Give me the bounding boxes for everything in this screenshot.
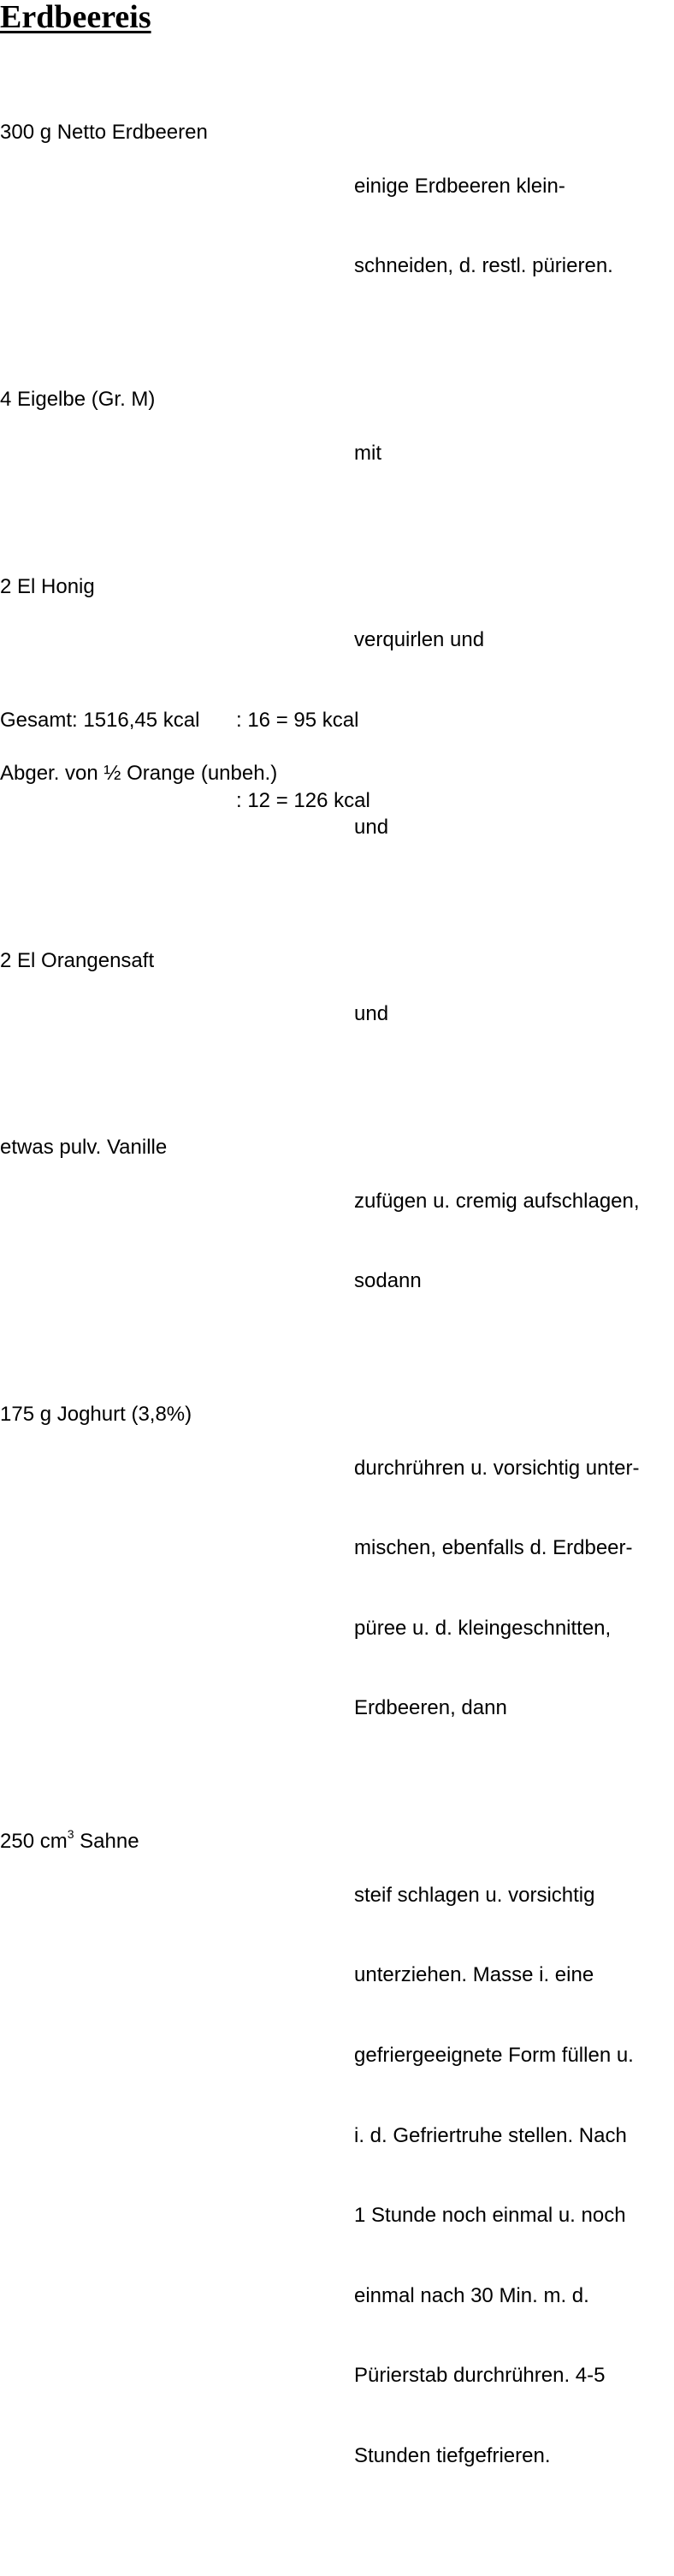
instruction-text — [354, 947, 674, 1081]
instruction-line: schneiden, d. restl. pürieren. — [354, 254, 613, 278]
instruction-text — [354, 1828, 674, 2522]
recipe-row — [0, 1828, 674, 2522]
instruction-line: und — [354, 815, 389, 839]
instruction-text — [354, 119, 674, 333]
instruction-line: sodann — [354, 1269, 422, 1293]
instruction-text — [354, 1401, 674, 1775]
instruction-line: gefriergeeignete Form füllen u. — [354, 2044, 634, 2068]
recipe-table — [0, 66, 674, 2576]
instruction-line: 1 Stunde noch einmal u. noch — [354, 2204, 626, 2228]
instruction-line: unterziehen. Masse i. eine — [354, 1963, 594, 1987]
recipe-title: Erdbeereis — [0, 0, 151, 35]
instruction-line: zufügen u. cremig aufschlagen, — [354, 1189, 640, 1213]
ingredient-label: Abger. von ½ Orange (unbeh.) — [0, 762, 278, 786]
portion-kcal-line: : 12 = 126 kcal — [236, 789, 370, 813]
instruction-line: püree u. d. kleingeschnitten, — [354, 1616, 612, 1640]
instruction-line: Stunden tiefgefrieren. — [354, 2444, 551, 2468]
instruction-line: i. d. Gefriertruhe stellen. Nach — [354, 2123, 627, 2147]
instruction-line: mit — [354, 441, 381, 465]
ingredient-label: 300 g Netto Erdbeeren — [0, 121, 208, 145]
recipe-row — [0, 386, 674, 519]
ingredient-name: Sahne — [74, 1830, 139, 1854]
total-kcal-label: Gesamt: 1516,45 kcal — [0, 709, 200, 733]
ingredient-label — [0, 1828, 354, 2522]
instruction-line: durchrühren u. vorsichtig unter- — [354, 1456, 640, 1480]
totals-row — [0, 787, 674, 814]
portion-kcal-line: : 16 = 95 kcal — [236, 709, 359, 733]
instruction-line: Erdbeeren, dann — [354, 1696, 507, 1720]
instruction-line: Pürierstab durchrühren. 4-5 — [354, 2364, 606, 2388]
instruction-line: und — [354, 1002, 389, 1026]
calorie-totals — [0, 654, 674, 868]
recipe-row — [0, 947, 674, 1081]
instruction-line: mischen, ebenfalls d. Erdbeer- — [354, 1536, 633, 1560]
recipe-row — [0, 1134, 674, 1348]
totals-row — [0, 707, 674, 733]
instruction-line: verquirlen und — [354, 628, 485, 652]
unit-exponent: 3 — [67, 1827, 74, 1842]
ingredient-label: 2 El Orangensaft — [0, 948, 155, 972]
ingredient-label: 2 El Honig — [0, 574, 95, 598]
recipe-row — [0, 119, 674, 333]
ingredient-label: etwas pulv. Vanille — [0, 1136, 168, 1160]
instruction-line: steif schlagen u. vorsichtig — [354, 1883, 595, 1907]
instruction-line: einmal nach 30 Min. m. d. — [354, 2283, 589, 2307]
total-kcal-spacer — [0, 787, 236, 814]
ingredient-label: 175 g Joghurt (3,8%) — [0, 1403, 192, 1427]
ingredient-amount: 250 cm — [0, 1830, 68, 1854]
instruction-text — [354, 1134, 674, 1348]
instruction-text — [354, 386, 674, 519]
ingredient-label: 4 Eigelbe (Gr. M) — [0, 388, 156, 412]
recipe-row — [0, 1401, 674, 1775]
instruction-line: einige Erdbeeren klein- — [354, 174, 565, 198]
